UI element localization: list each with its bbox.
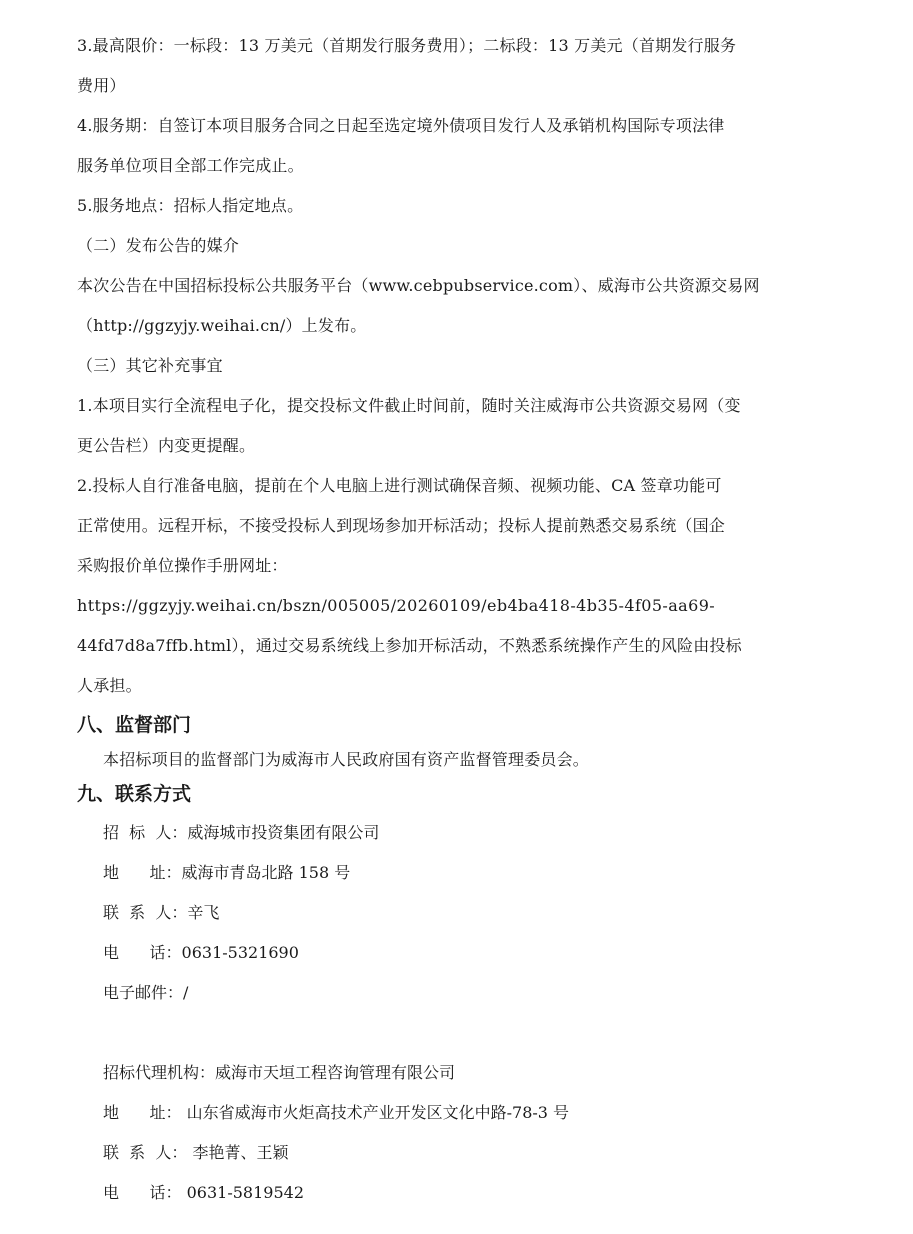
media-subheading: （二）发布公告的媒介 (77, 236, 240, 255)
other-item-1-line-cont: 更公告栏）内变更提醒。 (77, 436, 256, 455)
manual-url-link[interactable]: https://ggzyjy.weihai.cn/bszn/005005/20260109/eb4ba418-4b35-4f05-aa69- (77, 596, 716, 615)
media-line: 本次公告在中国招标投标公共服务平台（www.cebpubservice.com）、威海市公共资源交易网 (77, 276, 760, 295)
manual-url-line-cont: 44fd7d8a7ffb.html），通过交易系统线上参加开标活动，不熟悉系统操作产生的风险由投标 (77, 636, 742, 655)
other-item-2-line-cont2: 采购报价单位操作手册网址： (77, 556, 288, 575)
agency-phone-value: 0631-5819542 (181, 1183, 304, 1202)
service-period-line: 4.服务期：自签订本项目服务合同之日起至选定境外债项目发行人及承销机构国际专项法律 (77, 116, 725, 135)
tenderer-contact-row (103, 902, 219, 924)
other-item-1-line: 1.本项目实行全流程电子化，提交投标文件截止时间前，随时关注威海市公共资源交易网（变 (77, 396, 741, 415)
media-line-cont: （http://ggzyjy.weihai.cn/）上发布。 (77, 316, 367, 335)
agency-address-label: 地 址： (103, 1103, 182, 1122)
tenderer-name-value: 威海城市投资集团有限公司 (187, 823, 380, 842)
agency-name-row (103, 1062, 455, 1084)
tenderer-email-row (103, 982, 188, 1004)
other-item-2-line-end: 人承担。 (77, 676, 142, 695)
agency-contact-value: 李艳菁、王颖 (187, 1143, 289, 1162)
section-8-body: 本招标项目的监督部门为威海市人民政府国有资产监督管理委员会。 (103, 750, 590, 769)
tenderer-phone-row (103, 942, 299, 964)
tenderer-phone-value: 0631-5321690 (181, 943, 299, 962)
agency-contact-label: 联 系 人： (103, 1143, 188, 1162)
tenderer-email-label: 电子邮件： (103, 983, 184, 1002)
agency-name-label: 招标代理机构： (103, 1063, 216, 1082)
other-item-2-line-cont: 正常使用。远程开标，不接受投标人到现场参加开标活动；投标人提前熟悉交易系统（国企 (77, 516, 726, 535)
tenderer-address-label: 地 址： (103, 863, 182, 882)
tenderer-contact-label: 联 系 人： (103, 903, 188, 922)
other-matters-subheading: （三）其它补充事宜 (77, 356, 223, 375)
tenderer-address-value: 威海市青岛北路 158 号 (181, 863, 351, 882)
tenderer-contact-value: 辛飞 (187, 903, 220, 922)
tenderer-name-row (103, 822, 379, 844)
tenderer-email-value: / (183, 983, 189, 1002)
agency-name-value: 威海市天垣工程咨询管理有限公司 (215, 1063, 456, 1082)
service-location-line: 5.服务地点：招标人指定地点。 (77, 196, 304, 215)
tenderer-address-row (103, 862, 350, 884)
service-period-line-cont: 服务单位项目全部工作完成止。 (77, 156, 304, 175)
agency-address-value: 山东省威海市火炬高技术产业开发区文化中路-78-3 号 (181, 1103, 570, 1122)
price-limit-line-cont: 费用） (77, 76, 126, 95)
tenderer-phone-label: 电 话： (103, 943, 182, 962)
agency-address-row (103, 1102, 569, 1124)
agency-contact-row (103, 1142, 288, 1164)
agency-phone-row (103, 1182, 304, 1204)
price-limit-line: 3.最高限价：一标段：13 万美元（首期发行服务费用）；二标段：13 万美元（首期发行服务 (77, 36, 737, 55)
tenderer-name-label: 招 标 人： (103, 823, 188, 842)
section-9-heading: 九、联系方式 (77, 783, 192, 805)
agency-phone-label: 电 话： (103, 1183, 182, 1202)
section-8-heading: 八、监督部门 (77, 714, 192, 736)
other-item-2-line: 2.投标人自行准备电脑，提前在个人电脑上进行测试确保音频、视频功能、CA 签章功能可 (77, 476, 722, 495)
